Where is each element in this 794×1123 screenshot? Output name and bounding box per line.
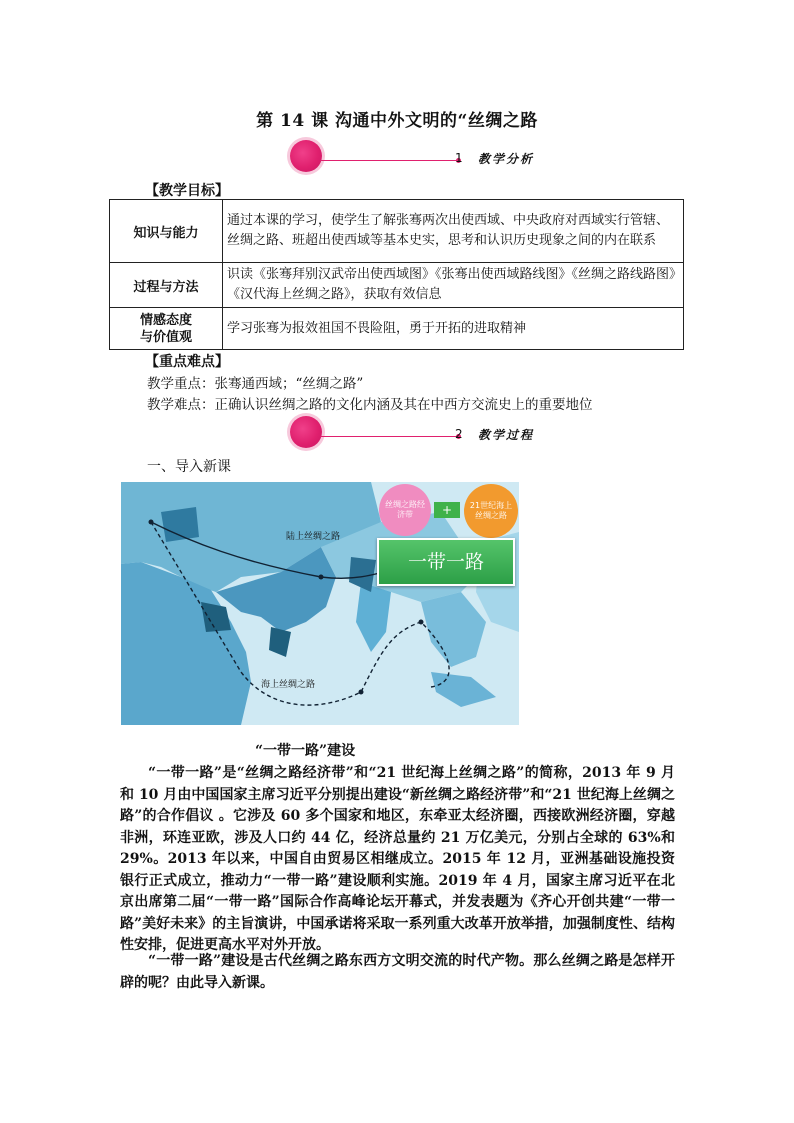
section-header-process: [290, 416, 550, 448]
divider-line: [320, 436, 458, 437]
table-row: [110, 263, 684, 308]
section-number: 1: [455, 151, 463, 165]
badge-left-label: 丝绸之路经济带: [385, 500, 425, 519]
paragraph-transition: “一带一路”建设是古代丝绸之路东西方文明交流的时代产物。那么丝绸之路是怎样开辟的呢？由此导入新课。: [120, 953, 675, 991]
map-caption: “一带一路”建设: [255, 743, 356, 759]
belt-road-banner: [377, 538, 515, 586]
paragraph-belt-road: “一带一路”是“丝绸之路经济带”和“21 世纪海上丝绸之路”的简称，2013 年 9 月和 10 月由中国国家主席习近平分别提出建设“新丝绸之路经济带”和“21 世纪海上丝绸之路”的合作倡议 。它涉及 60 多个国家和地区，东牵亚太经济圈，西接欧洲经济圈，穿越非洲，环连亚欧，涉及人口约 44 亿，经济总量约 21 万亿美元，分别占全球的 63%和 29%。2013 年以来，中国自由贸易区相继成立。2015 年 12 月，亚洲基础设施投资银行正式成立，推动力“一带一路”建设顺利实施。2019 年 4 月，国家主席习近平在北京出席第二届“一带一路”国际合作高峰论坛开幕式，并发表题为《齐心开创共建“一带一路”美好未来》的主旨演讲，中国承诺将采取一系列重大改革开放举措，加强制度性、结构性安排，促进更高水平对外开放。: [120, 765, 675, 953]
goal-head-process: 过程与方法: [110, 263, 223, 308]
badge-silk-road-belt: [379, 484, 431, 536]
intro-heading: 一、导入新课: [147, 459, 231, 475]
plus-icon: [434, 502, 460, 518]
section-label: 教学过程: [478, 428, 535, 442]
goal-head-emotion-line1: 情感态度: [139, 312, 192, 328]
key-point: 教学重点：张骞通西域；“丝绸之路”: [147, 376, 364, 392]
belt-road-map: [121, 482, 519, 725]
badge-right-label: 21世纪海上丝绸之路: [469, 501, 513, 520]
goal-content-process: 识读《张骞拜别汉武帝出使西域图》《张骞出使西域路线图》《丝绸之路线路图》《汉代海上丝绸之路》，获取有效信息: [223, 263, 684, 308]
table-row: [110, 308, 684, 350]
land-route-label: 陆上丝绸之路: [286, 532, 341, 542]
goals-table: [109, 199, 684, 350]
divider-line: [320, 160, 458, 161]
map-illustration: [121, 482, 519, 725]
badge-maritime-silk-road: [464, 484, 518, 538]
goal-content-emotion: 学习张骞为报效祖国不畏险阻，勇于开拓的进取精神: [223, 308, 684, 350]
section-header-analysis: [290, 140, 550, 172]
pink-circle-icon: [290, 140, 322, 172]
goals-heading: 【教学目标】: [145, 183, 229, 199]
page-title: 第 14 课 沟通中外文明的“丝绸之路: [256, 111, 538, 131]
section-label: 教学分析: [478, 152, 535, 166]
plus-label: +: [441, 503, 453, 517]
banner-label: 一带一路: [407, 551, 484, 573]
goal-head-emotion: [110, 308, 223, 350]
sea-route-label: 海上丝绸之路: [261, 680, 316, 690]
section-number: 2: [455, 427, 463, 441]
goal-content-knowledge: 通过本课的学习，使学生了解张骞两次出使西域、中央政府对西域实行管辖、丝绸之路、班超出使西域等基本史实，思考和认识历史现象之间的内在联系: [223, 200, 684, 263]
goal-head-emotion-line2: 与价值观: [139, 329, 192, 345]
pink-circle-icon: [290, 416, 322, 448]
difficult-point: 教学难点：正确认识丝绸之路的文化内涵及其在中西方交流史上的重要地位: [147, 397, 593, 413]
key-heading: 【重点难点】: [145, 354, 229, 370]
table-row: [110, 200, 684, 263]
goal-head-knowledge: 知识与能力: [110, 200, 223, 263]
